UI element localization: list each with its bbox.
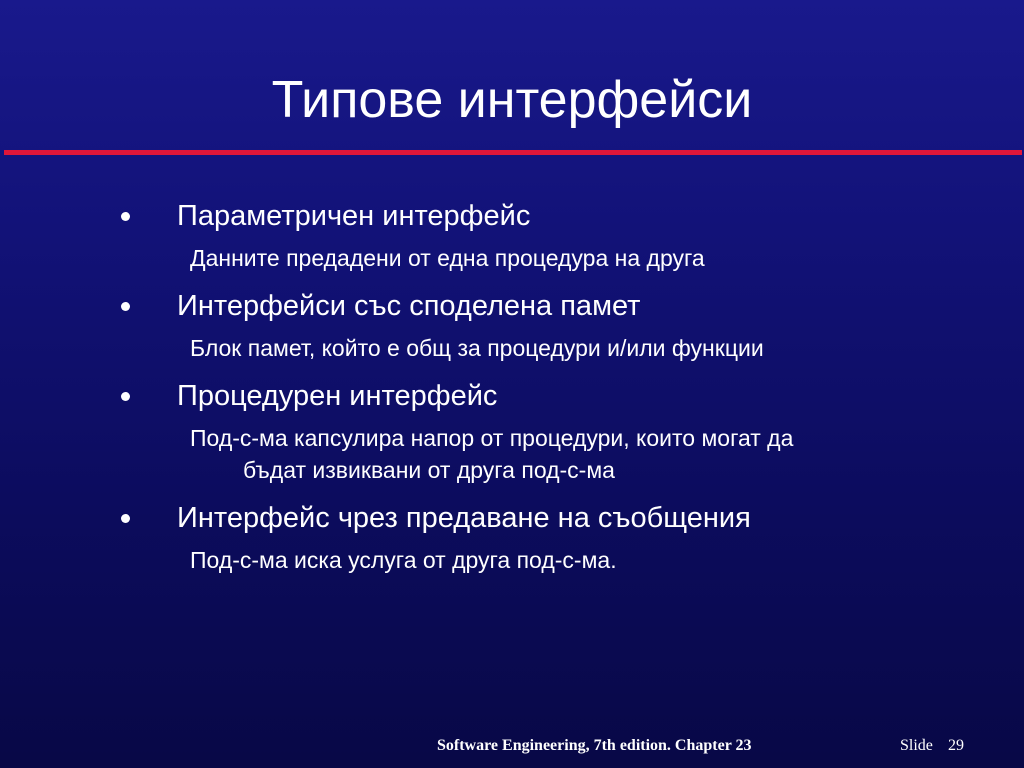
bullet-text: Процедурен интерфейс [177,380,498,412]
sub-point [190,242,950,274]
sub-point [190,544,950,576]
bullet-text: Интерфейси със споделена памет [177,290,641,322]
bullet-item [0,192,1024,274]
sub-point-line: Данните предадени от една процедура на друга [190,245,705,271]
slide-title: Типове интерфейси [271,71,753,129]
sub-point [190,422,950,486]
bullet-dot-icon [121,514,130,523]
bullet-text: Интерфейс чрез предаване на съобщения [177,502,751,534]
sub-point-line: Под-с-ма капсулира напор от процедури, които могат да [190,425,794,451]
bullet-list [0,192,1024,576]
footer-slide-number: 29 [948,737,964,754]
bullet-dot-icon [121,212,130,221]
footer-slide-label: Slide [900,737,933,754]
title-divider [4,150,1022,155]
bullet-item [0,494,1024,576]
bullet-item [0,372,1024,486]
sub-point-line: бъдат извиквани от друга под-с-ма [243,457,615,483]
sub-point [190,332,950,364]
bullet-dot-icon [121,392,130,401]
footer-book-title: Software Engineering, 7th edition. Chapter 23 [437,737,752,754]
bullet-item [0,282,1024,364]
sub-point-line: Под-с-ма иска услуга от друга под-с-ма. [190,547,617,573]
bullet-text: Параметричен интерфейс [177,200,531,232]
sub-point-line: Блок памет, който е общ за процедури и/или функции [190,335,764,361]
bullet-dot-icon [121,302,130,311]
